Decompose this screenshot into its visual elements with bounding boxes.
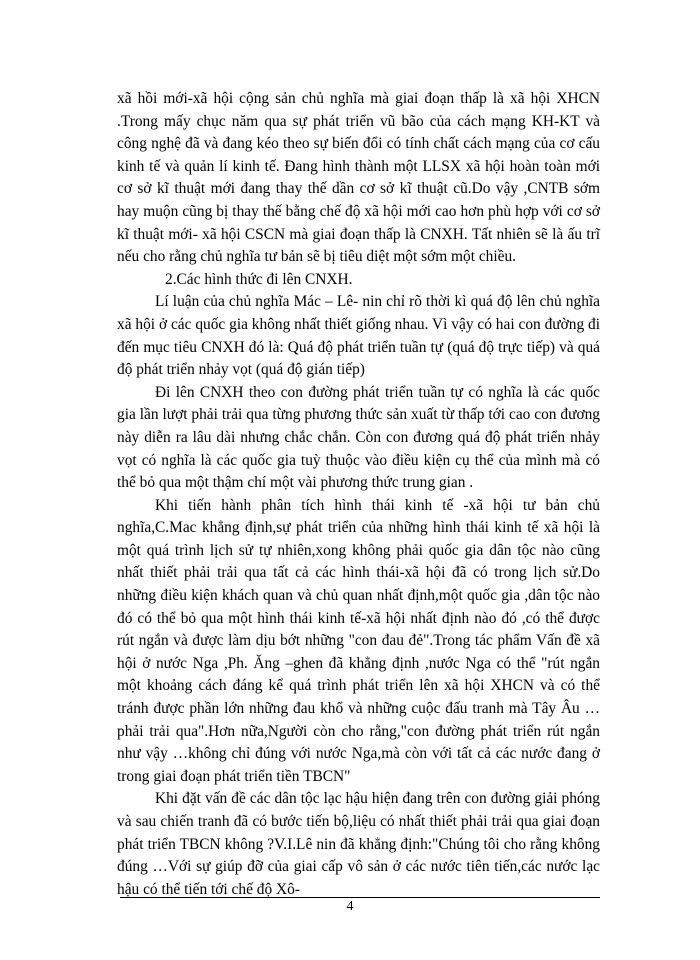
section-heading: 2.Các hình thức đi lên CNXH. (165, 270, 353, 288)
paragraph-lenin: Khi đặt vấn đề các dân tộc lạc hậu hiện đang trên con đường giải phóng và sau chiến tranh đã có bước tiến bộ,liệu có nhất thiết phải trải qua giai đoạn phát triển TBCN không ?V.I.Lê nin đã khẳng định:"Chúng tôi cho rằng không đúng …Với sự giúp đỡ của giai cấp vô sản ở các nước tiên tiến,các nước lạc hậu có thể tiến tới chế độ Xô- (117, 790, 600, 898)
page-body (117, 88, 600, 901)
paragraph-marx-engels: Khi tiến hành phân tích hình thái kinh tế -xã hội tư bản chủ nghĩa,C.Mac khẳng định,sự phát triển của những hình thái kinh tế xã hội là một quá trình lịch sử tự nhiên,xong không phải quốc gia dân tộc nào cũng nhất thiết phải trải qua tất cả các hình thái-xã hội đã có trong lịch sử.Do những điều kiện khách quan và chủ quan nhất định,một quốc gia ,dân tộc nào đó có thể bỏ qua một hình thái kinh tế-xã hội nhất định nào đó ,có thể được rút ngắn và được làm dịu bớt những "con đau đẻ".Trong tác phẩm Vấn đề xã hội ở nước Nga ,Ph. Ăng –ghen đã khẳng định ,nước Nga có thể "rút ngắn một khoảng cách đáng kể quá trình phát triển lên xã hội XHCN và có thể tránh được phần lớn những đau khổ và những cuộc đấu tranh mà Tây Âu …phải trải qua".Hơn nữa,Người còn cho rằng,"con đường phát triển rút ngắn như vậy …không chỉ đúng với nước Nga,mà còn với tất cả các nước đang ở trong giai đoạn phát triển tiền TBCN" (117, 496, 600, 785)
paragraph-continuation: xã hồi mới-xã hội cộng sản chủ nghĩa mà giai đoạn thấp là xã hội XHCN .Trong mấy chục năm qua sự phát triển vũ bão của cách mạng KH-KT và công nghệ đã và đang kéo theo sự biến đổi có tính chất cách mạng của cơ cấu kinh tế và quản lí kinh tế. Đang hình thành một LLSX xã hội hoàn toàn mới cơ sở kĩ thuật mới đang thay thế dần cơ sở kĩ thuật cũ.Do vậy ,CNTB sớm hay muộn cũng bị thay thế bằng chế độ xã hội mới cao hơn phù hợp với cơ sở kĩ thuật mới- xã hội CSCN mà giai đoạn thấp là CNXH. Tất nhiên sẽ là ấu trĩ nếu cho rằng chủ nghĩa tư bản sẽ bị tiêu diệt một sớm một chiều. (117, 90, 600, 266)
page-number: 4 (346, 899, 354, 914)
paragraph-gradual-path: Đi lên CNXH theo con đường phát triển tuần tự có nghĩa là các quốc gia lần lượt phải trải qua từng phương thức sản xuất từ thấp tới cao con đương này diễn ra lâu dài nhưng chắc chắn. Còn con đương quá độ phát triển nhảy vọt có nghĩa là các quốc gia tuỳ thuộc vào điều kiện cụ thể của mình mà có thể bỏ qua một thậm chí một vài phương thức trung gian . (117, 383, 600, 492)
paragraph-two-paths: Lí luận của chủ nghĩa Mác – Lê- nin chỉ rõ thời kì quá độ lên chủ nghĩa xã hội ở các quốc gia không nhất thiết giống nhau. Vì vậy có hai con đường đi đến mục tiêu CNXH đó là: Quá độ phát triển tuần tự (quá độ trực tiếp) và quá độ phát triển nhảy vọt (quá độ gián tiếp) (117, 293, 600, 379)
